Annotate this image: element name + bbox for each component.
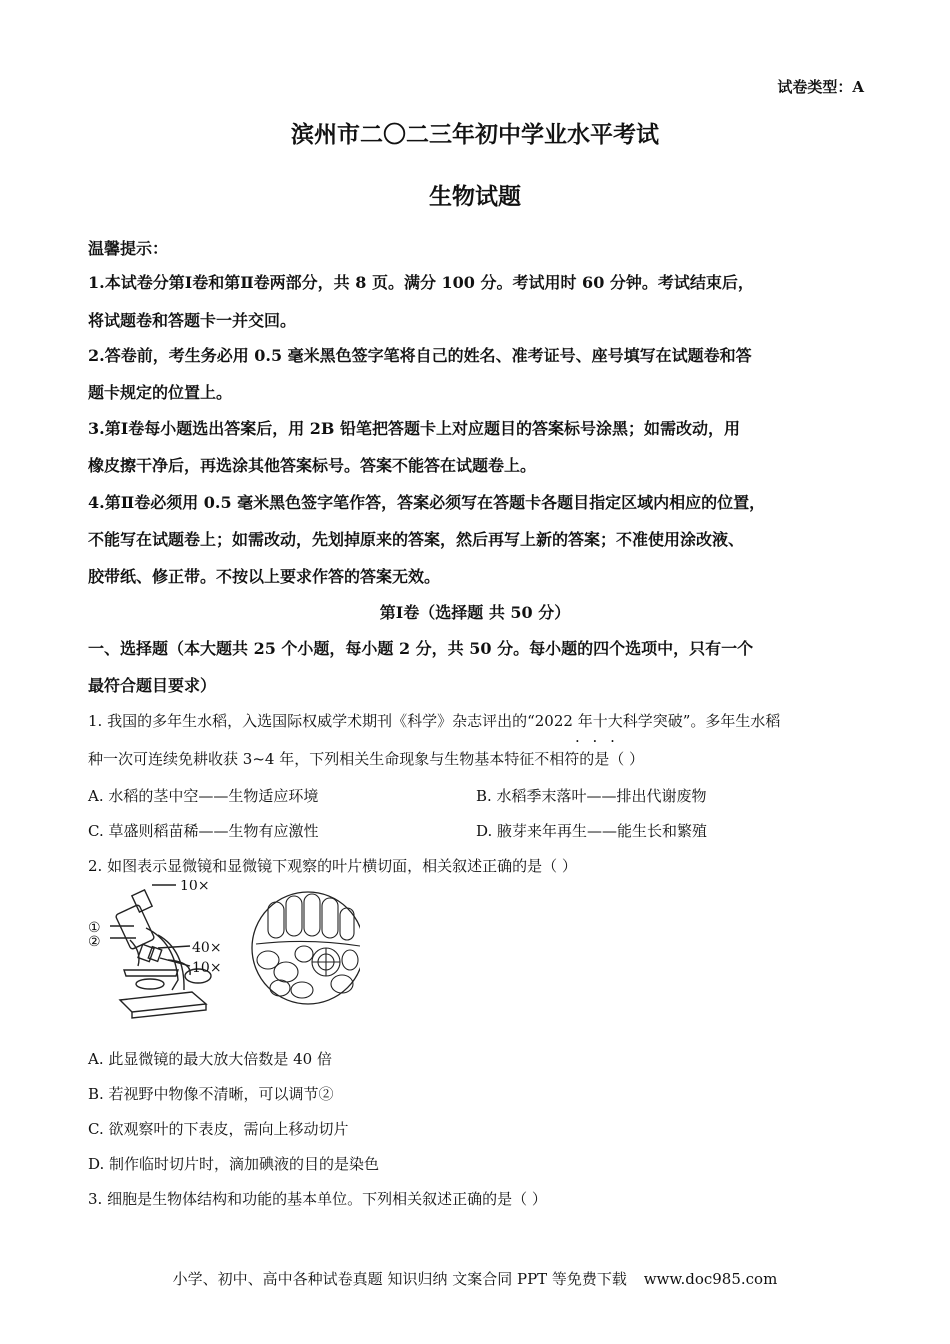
page-footer — [0, 1268, 950, 1289]
emphasis-dots: · · · — [575, 732, 619, 750]
label-part-1: ① — [88, 920, 101, 936]
option-c: C. 欲观察叶的下表皮，需向上移动切片 — [88, 1120, 349, 1138]
subject-title: 生物试题 — [429, 183, 521, 210]
exam-title: 滨州市二〇二三年初中学业水平考试 — [291, 121, 659, 148]
part-instructions: 一、选择题（本大题共 25 个小题，每小题 2 分，共 50 分。每小题的四个选项中，只有一个 — [88, 639, 754, 658]
question-1-stem: 种一次可连续免耕收获 3~4 年，下列相关生命现象与生物基本特征不相符的是（ ） — [88, 750, 644, 768]
notice-line: 4.第Ⅱ卷必须用 0.5 毫米黑色签字笔作答，答案必须写在答题卡各题目指定区域内相应的位置， — [88, 493, 766, 512]
option-a: A. 此显微镜的最大放大倍数是 40 倍 — [88, 1050, 332, 1068]
notice-line: 将试题卷和答题卡一并交回。 — [88, 311, 297, 330]
label-part-2: ② — [88, 934, 101, 950]
notice-line: 题卡规定的位置上。 — [88, 383, 233, 402]
option-d: D. 制作临时切片时，滴加碘液的目的是染色 — [88, 1155, 380, 1173]
paper-type-label: 试卷类型：A — [777, 78, 864, 96]
option-d: D. 腋芽来年再生——能生长和繁殖 — [476, 822, 708, 840]
part-instructions: 最符合题目要求） — [88, 676, 217, 695]
notice-line: 1.本试卷分第Ⅰ卷和第Ⅱ卷两部分，共 8 页。满分 100 分。考试用时 60 分钟。考试结束后， — [88, 273, 754, 292]
microscope-figure — [80, 880, 360, 1025]
option-b: B. 水稻季末落叶——排出代谢废物 — [476, 787, 707, 805]
notice-line: 橡皮擦干净后，再选涂其他答案标号。答案不能答在试题卷上。 — [88, 456, 537, 475]
question-1-stem: 1. 我国的多年生水稻，入选国际权威学术期刊《科学》杂志评出的“2022 年十大科学突破”。多年生水稻 — [88, 712, 781, 730]
label-objective-low: 10× — [192, 960, 222, 976]
label-eyepiece: 10× — [180, 880, 210, 894]
option-b: B. 若视野中物像不清晰，可以调节② — [88, 1085, 334, 1103]
section-title: 第Ⅰ卷（选择题 共 50 分） — [379, 603, 571, 622]
footer-text: 小学、初中、高中各种试卷真题 知识归纳 文案合同 PPT 等免费下载 — [172, 1270, 627, 1288]
leaf-cross-section-view — [252, 892, 360, 1004]
option-a: A. 水稻的茎中空——生物适应环境 — [88, 787, 319, 805]
question-3-stem: 3. 细胞是生物体结构和功能的基本单位。下列相关叙述正确的是（ ） — [88, 1190, 547, 1208]
notice-line: 3.第Ⅰ卷每小题选出答案后，用 2B 铅笔把答题卡上对应题目的答案标号涂黑；如需改动，用 — [88, 419, 740, 438]
label-objective-high: 40× — [192, 940, 222, 956]
notice-line: 胶带纸、修正带。不按以上要求作答的答案无效。 — [88, 567, 441, 586]
notice-line: 2.答卷前，考生务必用 0.5 毫米黑色签字笔将自己的姓名、准考证号、座号填写在试题卷和答 — [88, 346, 752, 365]
footer-link[interactable]: www.doc985.com — [643, 1270, 778, 1288]
question-2-stem: 2. 如图表示显微镜和显微镜下观察的叶片横切面，相关叙述正确的是（ ） — [88, 857, 577, 875]
notice-line: 不能写在试题卷上；如需改动，先划掉原来的答案，然后再写上新的答案；不准使用涂改液、 — [88, 530, 745, 549]
notice-heading: 温馨提示： — [88, 239, 169, 258]
option-c: C. 草盛则稻苗稀——生物有应激性 — [88, 822, 319, 840]
